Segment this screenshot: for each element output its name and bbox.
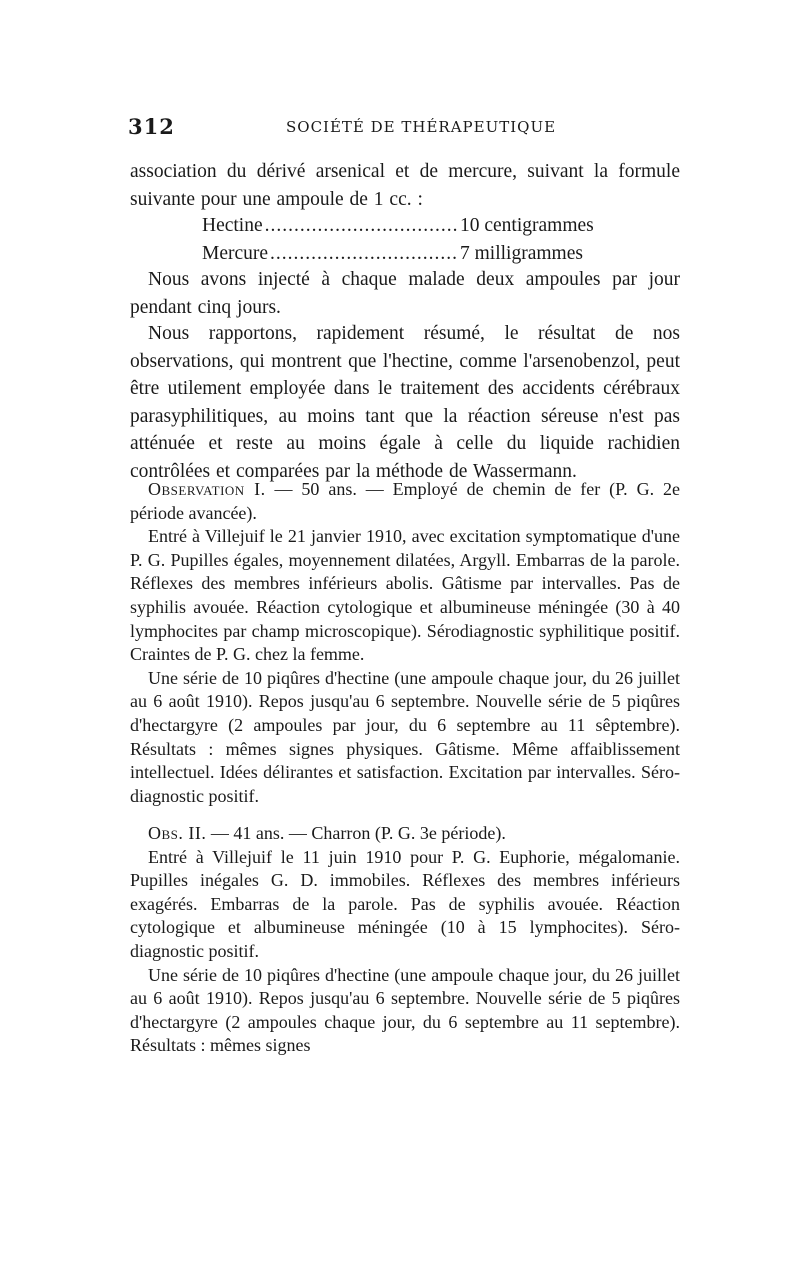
intro-text: association du dérivé arsenical et de mercure, suivant la formule suivante pour une ampoule de 1 cc. : bbox=[130, 161, 680, 210]
results-paragraph bbox=[130, 320, 680, 485]
formula-row bbox=[202, 240, 632, 268]
observation-2-heading-text: — 41 ans. — Charron (P. G. 3e période). bbox=[206, 823, 506, 843]
formula-quantity: 7 milligrammes bbox=[460, 243, 583, 264]
observation-2-paragraph-2: Une série de 10 piqûres d'hectine (une ampoule chaque jour, du 26 juillet au 6 août 1910). Repos jusqu'au 6 septembre. Nouvelle série de 5 piqûres d'hectargyre (2 ampoules chaque jour, du 6 septembre au 11 septembre). Résultats : mêmes signes bbox=[130, 964, 680, 1056]
observation-1-heading bbox=[130, 478, 680, 525]
intro-paragraph bbox=[130, 158, 680, 213]
formula-table bbox=[202, 212, 632, 268]
injection-text: Nous avons injecté à chaque malade deux ampoules par jour pendant cinq jours. bbox=[130, 269, 680, 318]
results-text: Nous rapportons, rapidement résumé, le résultat de nos observations, qui montrent que l'hectine, comme l'arsenobenzol, peut être utilement employée dans le traitement des accidents cérébraux parasyphilitiques, au moins tant que la réaction séreuse n'est pas atténuée et reste au moins égale à celle du liquide rachidien contrôlées et comparées par la méthode de Wassermann. bbox=[130, 323, 680, 482]
running-title: SOCIÉTÉ DE THÉRAPEUTIQUE bbox=[286, 118, 557, 136]
injection-paragraph bbox=[130, 266, 680, 321]
observation-1-heading-text: — 50 ans. — Employé de chemin de fer (P. G. 2e période avancée). bbox=[130, 479, 680, 523]
page-header bbox=[128, 114, 680, 140]
formula-ingredient: Mercure bbox=[202, 243, 269, 264]
leader-dots bbox=[265, 212, 458, 240]
observation-2-paragraph-1: Entré à Villejuif le 11 juin 1910 pour P. G. Euphorie, mégalomanie. Pupilles inégales G. D. immobiles. Réflexes des membres inférieurs exagérés. Embarras de la parole. Pas de syphilis avouée. Réaction cytologique et albumineuse méningée (10 à 15 lymphocites). Séro-diagnostic positif. bbox=[130, 846, 680, 961]
observation-2-label: Obs. II. bbox=[148, 823, 207, 843]
formula-ingredient: Hectine bbox=[202, 215, 263, 236]
observation-2-heading bbox=[130, 822, 680, 846]
observation-1-paragraph-1: Entré à Villejuif le 21 janvier 1910, avec excitation symptomatique d'une P. G. Pupilles égales, moyennement dilatées, Argyll. Embarras de la parole. Réflexes des membres inférieurs abolis. Gâtisme par intervalles. Pas de syphilis avouée. Réaction cytologique et albumineuse méningée (30 à 40 lymphocites par champ microscopique). Sérodiagnostic syphilitique positif. Craintes de P. G. chez la femme. bbox=[130, 526, 680, 665]
leader-dots bbox=[270, 240, 458, 268]
observation-2 bbox=[130, 822, 680, 1058]
observation-1-label: Observation I. bbox=[148, 479, 266, 499]
observation-1 bbox=[130, 478, 680, 808]
observation-1-paragraph-2: Une série de 10 piqûres d'hectine (une ampoule chaque jour, du 26 juillet au 6 août 1910). Repos jusqu'au 6 septembre. Nouvelle série de 5 piqûres d'hectargyre (2 ampoules par jour, du 6 septembre au 11 sêptembre). Résultats : mêmes signes physiques. Gâtisme. Même affaiblissement intellectuel. Idées délirantes et satisfaction. Excitation par intervalles. Séro-diagnostic positif. bbox=[130, 667, 680, 806]
formula-quantity: 10 centigrammes bbox=[460, 215, 594, 236]
page-number: 312 bbox=[128, 114, 175, 139]
formula-row bbox=[202, 212, 632, 240]
